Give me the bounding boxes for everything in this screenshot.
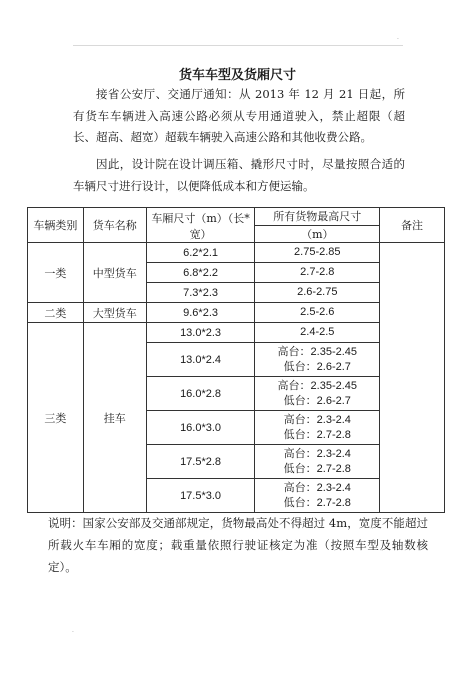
height-value: 高台：2.3-2.4 (283, 447, 351, 460)
height-value: 2.75-2.85 (294, 246, 341, 258)
header-name: 货车名称 (83, 208, 146, 243)
cell-category: 三类 (28, 323, 84, 513)
cell-max-height (255, 283, 380, 303)
truck-size-table (27, 207, 445, 513)
table-row (28, 243, 445, 263)
cell-truck-name: 中型货车 (83, 243, 146, 303)
height-value: 低台：2.7-2.8 (283, 496, 351, 509)
cell-truck-name: 大型货车 (83, 303, 146, 323)
cell-size: 13.0*2.3 (146, 323, 255, 343)
cell-max-height (255, 411, 380, 445)
cell-max-height (255, 323, 380, 343)
cell-size: 17.5*3.0 (146, 479, 255, 513)
header-remark: 备注 (380, 208, 445, 243)
header-height-line1: 所有货物最高尺寸 (273, 210, 362, 224)
cell-max-height (255, 263, 380, 283)
height-value: 低台：2.7-2.8 (283, 462, 351, 475)
height-value: 高台：2.3-2.4 (283, 481, 351, 494)
height-value: 2.4-2.5 (300, 326, 335, 338)
cell-truck-name: 挂车 (83, 323, 146, 513)
paragraph-notice: 接省公安厅、交通厅通知：从 2013 年 12 月 21 日起，所有货车车辆进入高速公路必须从专用通道驶入，禁止超限（超长、超高、超宽）超载车辆驶入高速公路和其他收费公路。 (73, 87, 405, 144)
table-body (28, 243, 445, 513)
cell-size: 9.6*2.3 (146, 303, 255, 323)
cell-remark (380, 243, 445, 513)
header-category: 车辆类别 (28, 208, 84, 243)
header-size: 车厢尺寸（m）（长*宽） (146, 208, 255, 243)
height-value: 2.5-2.6 (300, 306, 335, 318)
cell-category: 二类 (28, 303, 84, 323)
note-paragraph: 说明：国家公安部及交通部规定，货物最高处不得超过 4m，宽度不能超过所载火车车厢的宽度；载重量依照行驶证核定为准（按照车型及轴数核定）。 (48, 516, 428, 574)
cell-category: 一类 (28, 243, 84, 303)
cell-max-height (255, 343, 380, 377)
cell-max-height (255, 479, 380, 513)
paragraph-design: 因此，设计院在设计调压箱、撬形尺寸时，尽量按照合适的车辆尺寸进行设计，以便降低成本和方便运输。 (73, 157, 405, 193)
cell-size: 16.0*2.8 (146, 377, 255, 411)
cell-size: 6.8*2.2 (146, 263, 255, 283)
document-title: 货车车型及货厢尺寸 (178, 68, 296, 83)
height-value: 2.6-2.75 (297, 286, 338, 298)
cell-max-height (255, 243, 380, 263)
cell-max-height (255, 377, 380, 411)
height-value: 高台：2.35-2.45 (277, 345, 358, 358)
table-header-row (28, 208, 445, 226)
height-value: 低台：2.6-2.7 (283, 360, 351, 373)
height-value: 2.7-2.8 (300, 266, 335, 278)
cell-size: 7.3*2.3 (146, 283, 255, 303)
height-value: 低台：2.7-2.8 (283, 428, 351, 441)
cell-size: 6.2*2.1 (146, 243, 255, 263)
header-height-unit (255, 225, 380, 243)
cell-max-height (255, 303, 380, 323)
corner-mark: · (397, 36, 399, 43)
cell-max-height (255, 445, 380, 479)
cell-size: 13.0*2.4 (146, 343, 255, 377)
header-height (255, 208, 380, 226)
height-value: 高台：2.35-2.45 (277, 379, 358, 392)
header-height-line2: （m） (301, 227, 334, 241)
cell-size: 17.5*2.8 (146, 445, 255, 479)
header-rule (73, 45, 403, 46)
height-value: 高台：2.3-2.4 (283, 413, 351, 426)
cell-size: 16.0*3.0 (146, 411, 255, 445)
height-value: 低台：2.6-2.7 (283, 394, 351, 407)
footer-mark: · (72, 629, 74, 636)
